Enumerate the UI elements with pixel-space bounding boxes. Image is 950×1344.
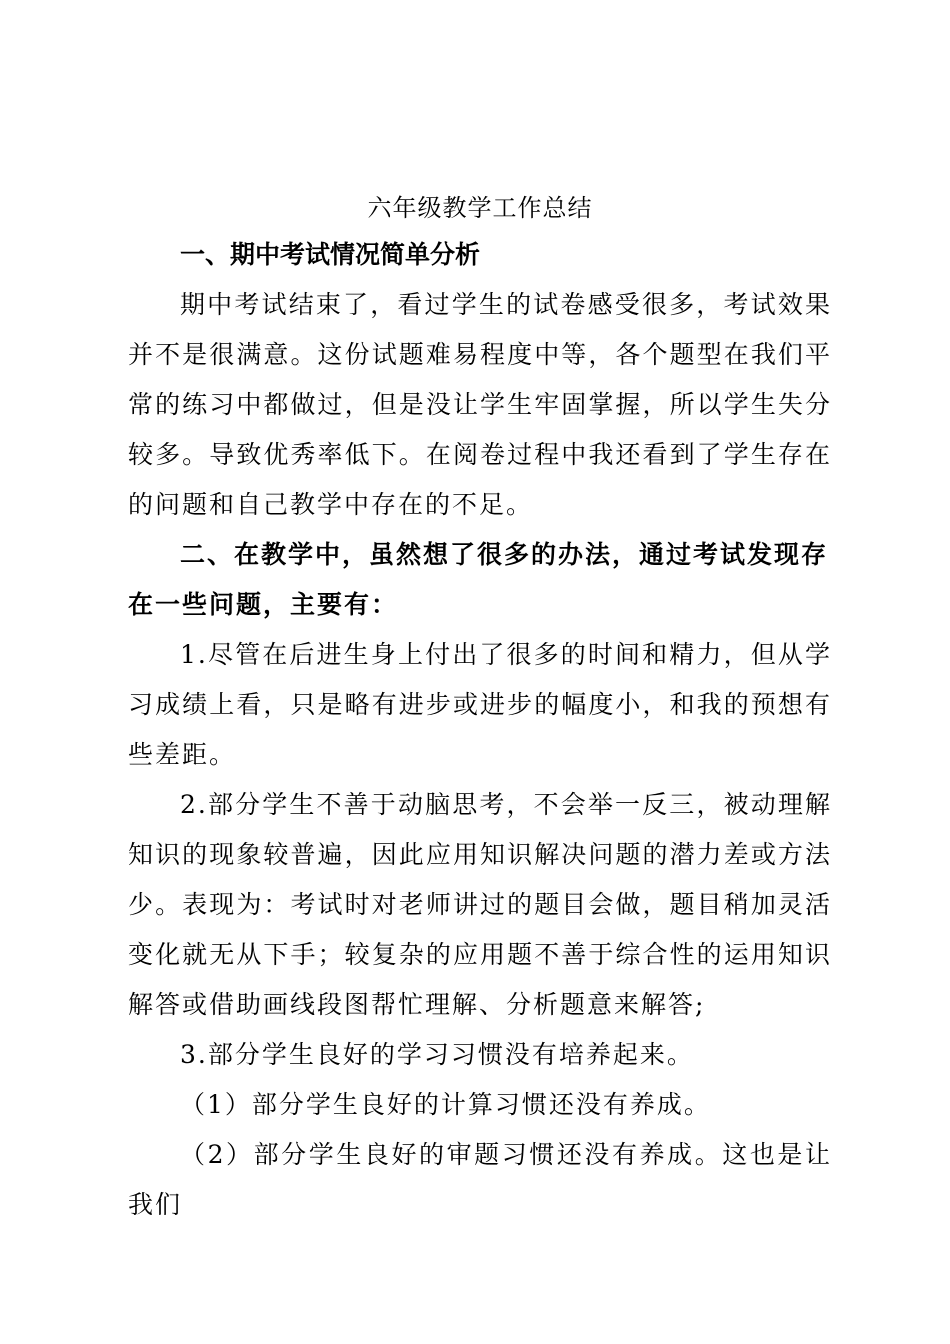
section-heading-2: 二、在教学中，虽然想了很多的办法，通过考试发现存在一些问题，主要有： xyxy=(128,540,829,619)
list-item-1: 1.尽管在后进生身上付出了很多的时间和精力，但从学习成绩上看，只是略有进步或进步的幅度小，和我的预想有些差距。 xyxy=(128,640,832,769)
list-item-3: 3.部分学生良好的学习习惯没有培养起来。 xyxy=(180,1040,694,1069)
section-1-paragraph: 期中考试结束了，看过学生的试卷感受很多，考试效果并不是很满意。这份试题难易程度中等，各个题型在我们平常的练习中都做过，但是没让学生牢固掌握，所以学生失分较多。导致优秀率低下。在阅卷过程中我还看到了学生存在的问题和自己教学中存在的不足。 xyxy=(128,290,832,519)
list-item-2: 2.部分学生不善于动脑思考，不会举一反三，被动理解知识的现象较普遍，因此应用知识解决问题的潜力差或方法少。表现为：考试时对老师讲过的题目会做，题目稍加灵活变化就无从下手；较复杂的应用题不善于综合性的运用知识解答或借助画线段图帮忙理解、分析题意来解答; xyxy=(128,790,832,1019)
sub-item-1: （1）部分学生良好的计算习惯还没有养成。 xyxy=(180,1090,711,1119)
sub-item-2: （2）部分学生良好的审题习惯还没有养成。这也是让我们 xyxy=(128,1140,832,1219)
document-title: 六年级教学工作总结 xyxy=(367,194,593,222)
section-heading-1: 一、期中考试情况简单分析 xyxy=(180,240,481,269)
